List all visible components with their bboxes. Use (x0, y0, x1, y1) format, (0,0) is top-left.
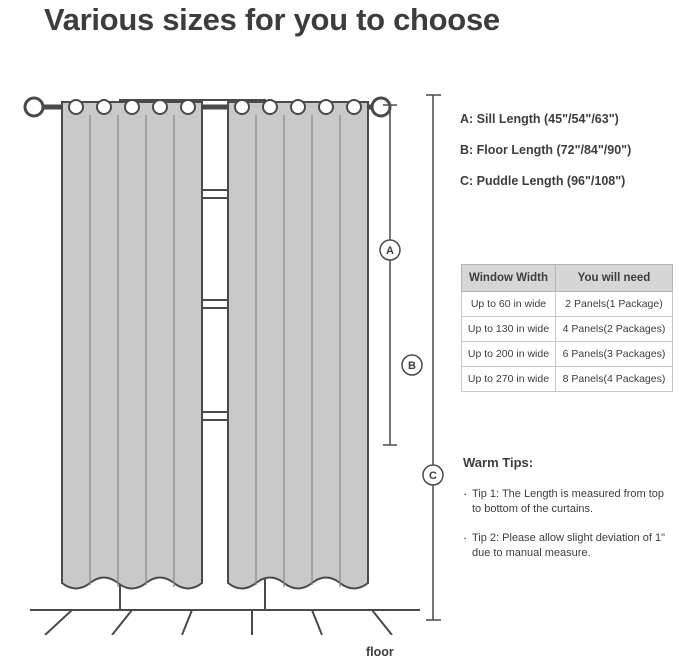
cell-you-will-need: 4 Panels(2 Packages) (555, 317, 672, 342)
cell-window-width: Up to 270 in wide (462, 367, 556, 392)
legend-item-c: C: Puddle Length (96"/108") (460, 174, 626, 188)
legend-item-a: A: Sill Length (45"/54"/63") (460, 112, 619, 126)
column-header-window-width: Window Width (462, 265, 556, 292)
cell-window-width: Up to 200 in wide (462, 342, 556, 367)
table-row (462, 342, 673, 367)
svg-text:C: C (429, 470, 437, 482)
table-row (462, 367, 673, 392)
svg-text:B: B (408, 360, 416, 372)
curtain-illustration (0, 60, 455, 635)
warm-tip-2: · Tip 2: Please allow slight deviation of 1" due to manual measure. (463, 531, 675, 561)
column-header-you-will-need: You will need (555, 265, 672, 292)
cell-you-will-need: 8 Panels(4 Packages) (555, 367, 672, 392)
table-header-row (462, 265, 673, 292)
warm-tips-title: Warm Tips: (463, 455, 534, 470)
cell-window-width: Up to 130 in wide (462, 317, 556, 342)
cell-you-will-need: 6 Panels(3 Packages) (555, 342, 672, 367)
legend-list (460, 112, 675, 205)
cell-window-width: Up to 60 in wide (462, 292, 556, 317)
table-row (462, 292, 673, 317)
svg-text:A: A (386, 245, 394, 257)
cell-you-will-need: 2 Panels(1 Package) (555, 292, 672, 317)
warm-tips-section (463, 455, 675, 575)
warm-tip-1: · Tip 1: The Length is measured from top to bottom of the curtains. (463, 487, 675, 517)
table-row (462, 317, 673, 342)
legend-item-b: B: Floor Length (72"/84"/90") (460, 143, 632, 157)
page-title: Various sizes for you to choose (44, 2, 500, 37)
size-guide-table (461, 264, 673, 392)
floor-label: floor (366, 645, 394, 659)
